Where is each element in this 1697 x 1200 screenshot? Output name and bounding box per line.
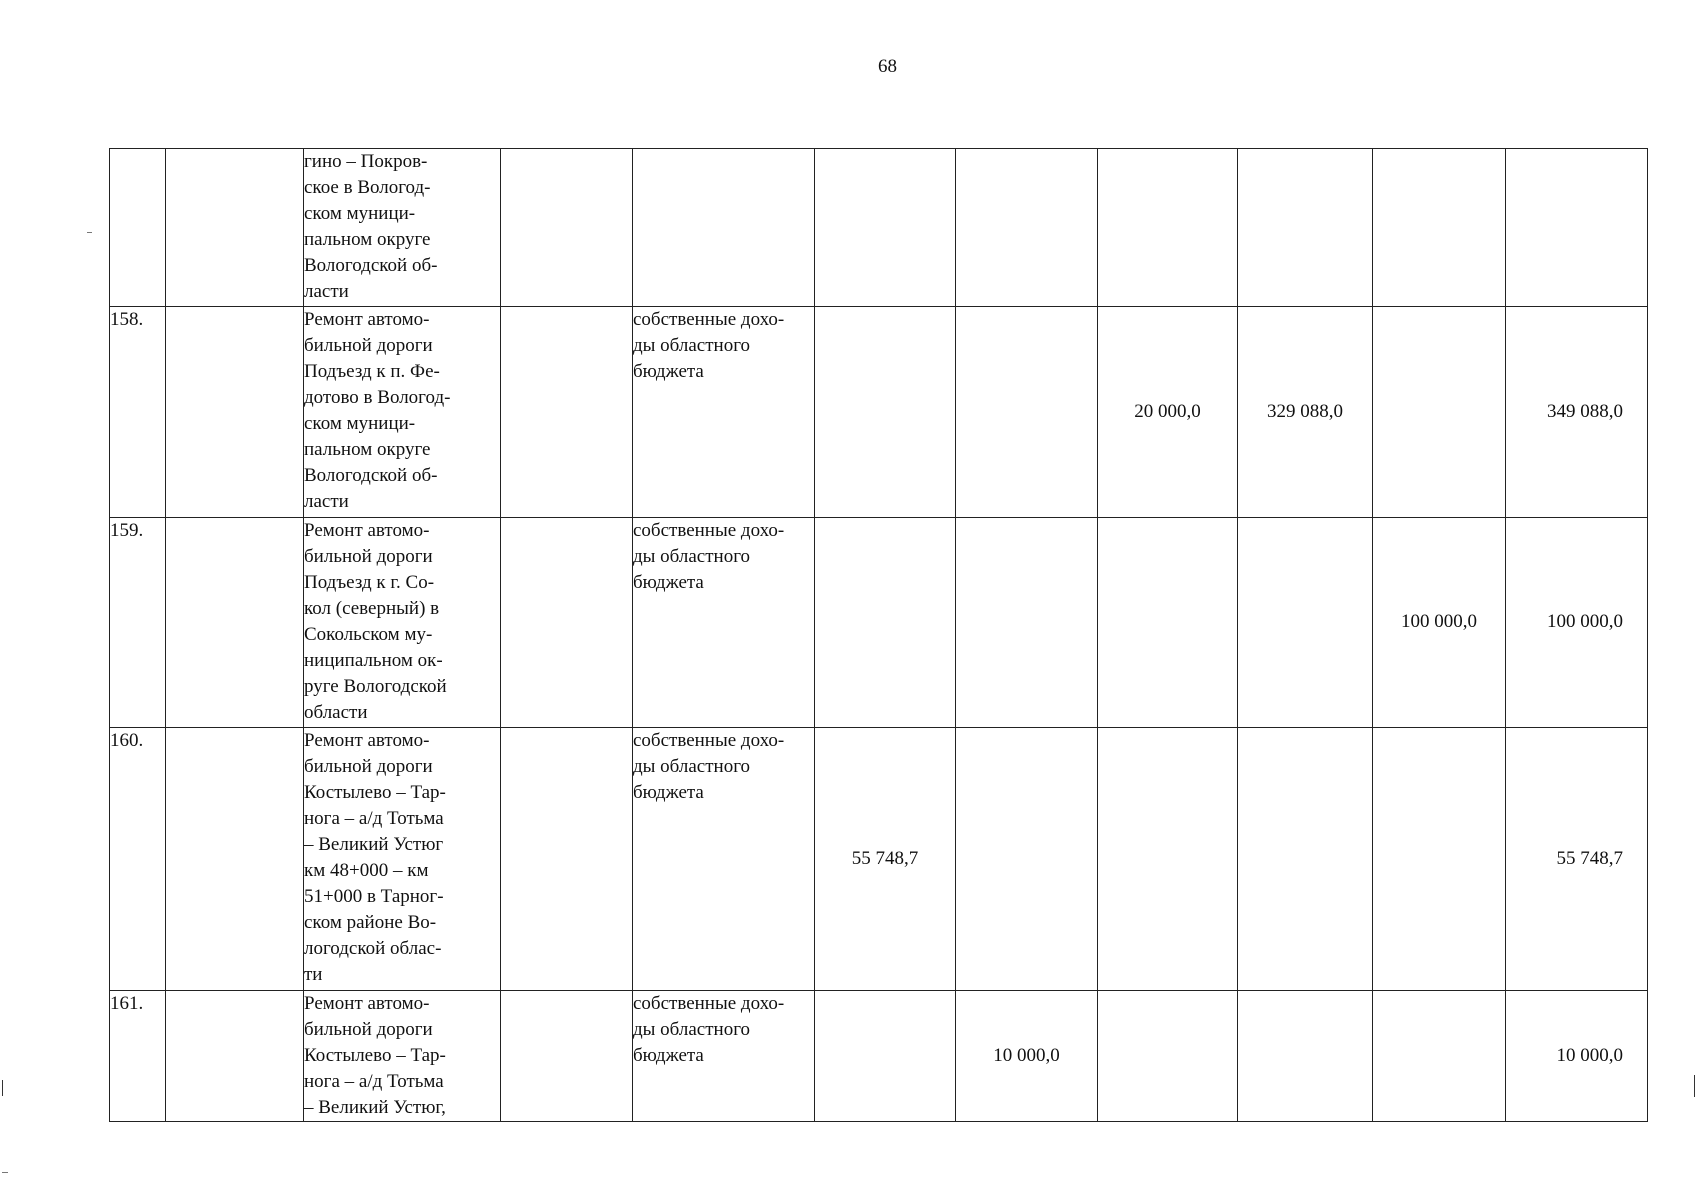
amount-cell <box>956 149 1098 307</box>
funding-source-cell <box>633 517 815 727</box>
table-row <box>110 307 1648 517</box>
object-name-cell <box>304 728 501 991</box>
funding-source-line: собственные дохо- <box>633 730 785 752</box>
object-name-line: ском муници- <box>304 203 416 224</box>
code-cell <box>166 307 304 517</box>
row-number: 160. <box>110 730 144 752</box>
funding-source-line: ды областного <box>633 335 751 357</box>
object-name-line: ласти <box>304 281 349 302</box>
amount-cell <box>956 517 1098 727</box>
object-name-line: Костылево – Тар- <box>304 782 446 804</box>
object-name-line: Ремонт автомо- <box>304 730 430 752</box>
object-name-line: гино – Покров- <box>304 151 428 172</box>
amount-value: 100 000,0 <box>1401 611 1477 633</box>
object-name-line: Сокольском му- <box>304 623 433 645</box>
object-name-line: нога – а/д Тотьма <box>304 808 444 830</box>
total-cell <box>1506 307 1648 517</box>
object-name-line: км 48+000 – км <box>304 860 429 882</box>
row-number: 158. <box>110 309 144 331</box>
funding-source-line: бюджета <box>633 361 704 383</box>
amount-cell <box>815 517 956 727</box>
amount-value: 329 088,0 <box>1267 401 1343 423</box>
funding-source-cell <box>633 307 815 517</box>
object-name-line: Вологодской об- <box>304 255 438 276</box>
empty-cell <box>501 990 633 1121</box>
object-name-line: ниципальном ок- <box>304 649 443 671</box>
object-name-line: дотово в Вологод- <box>304 387 451 409</box>
code-cell <box>166 149 304 307</box>
code-cell <box>166 990 304 1121</box>
total-cell <box>1506 990 1648 1121</box>
funding-source-cell <box>633 149 815 307</box>
amount-cell <box>1373 149 1506 307</box>
amount-cell <box>1098 990 1238 1121</box>
row-number: 161. <box>110 992 144 1014</box>
row-number-cell <box>110 728 166 991</box>
object-name-line: руге Вологодской <box>304 675 447 697</box>
object-name-line: Подъезд к п. Фе- <box>304 361 440 383</box>
amount-cell <box>815 990 956 1121</box>
row-number: 159. <box>110 519 144 541</box>
object-name-line: пальном округе <box>304 439 431 461</box>
object-name-line: Ремонт автомо- <box>304 992 430 1014</box>
amount-cell <box>1373 517 1506 727</box>
funding-source-line: бюджета <box>633 782 704 804</box>
amount-cell <box>956 990 1098 1121</box>
table-row <box>110 990 1648 1121</box>
object-name-cell <box>304 990 501 1121</box>
row-number-cell <box>110 517 166 727</box>
empty-cell <box>501 517 633 727</box>
code-cell <box>166 517 304 727</box>
amount-cell <box>1098 517 1238 727</box>
object-name-line: Ремонт автомо- <box>304 309 430 331</box>
object-name-line: кол (северный) в <box>304 597 440 619</box>
amount-cell <box>1373 728 1506 991</box>
table-body <box>110 149 1648 1122</box>
funding-source-line: ды областного <box>633 1018 751 1040</box>
scan-edge-mark-left <box>2 1080 3 1096</box>
scan-edge-mark-right <box>1694 1075 1695 1097</box>
object-name-cell <box>304 517 501 727</box>
total-value: 349 088,0 <box>1547 401 1623 423</box>
amount-cell <box>956 728 1098 991</box>
table-row <box>110 728 1648 991</box>
object-name-line: ском районе Во- <box>304 912 437 934</box>
object-name-line: бильной дороги <box>304 545 433 567</box>
empty-cell <box>501 149 633 307</box>
object-name-line: ласти <box>304 491 349 513</box>
total-value: 10 000,0 <box>1556 1044 1623 1066</box>
funding-source-line: собственные дохо- <box>633 309 785 331</box>
amount-cell <box>1238 990 1373 1121</box>
funding-source-cell <box>633 990 815 1121</box>
object-name-line: ском муници- <box>304 413 416 435</box>
amount-value: 55 748,7 <box>851 847 919 869</box>
object-name-line: нога – а/д Тотьма <box>304 1070 444 1092</box>
object-name-line: логодской облас- <box>304 938 442 960</box>
object-name-line: ти <box>304 964 323 986</box>
object-name-line: Костылево – Тар- <box>304 1044 446 1066</box>
row-number-cell <box>110 307 166 517</box>
amount-cell <box>1373 990 1506 1121</box>
amount-cell <box>1238 307 1373 517</box>
object-name-line: – Великий Устюг, <box>304 1096 446 1118</box>
amount-cell <box>1238 149 1373 307</box>
amount-cell <box>1373 307 1506 517</box>
amount-value: 10 000,0 <box>993 1044 1060 1066</box>
total-cell <box>1506 517 1648 727</box>
empty-cell <box>501 307 633 517</box>
object-name-line: бильной дороги <box>304 1018 433 1040</box>
funding-source-cell <box>633 728 815 991</box>
object-name-line: – Великий Устюг <box>304 834 444 856</box>
code-cell <box>166 728 304 991</box>
funding-source-line: ды областного <box>633 756 751 778</box>
row-number-cell <box>110 149 166 307</box>
funding-source-line: собственные дохо- <box>633 519 785 541</box>
total-value: 100 000,0 <box>1547 611 1623 633</box>
amount-value: 20 000,0 <box>1134 401 1201 423</box>
amount-cell <box>815 307 956 517</box>
scan-tick-left-bottom <box>2 1172 8 1173</box>
object-name-line: Ремонт автомо- <box>304 519 430 541</box>
amount-cell <box>815 728 956 991</box>
funding-source-line: бюджета <box>633 1044 704 1066</box>
object-name-line: Вологодской об- <box>304 465 438 487</box>
scan-tick-left-top <box>87 232 92 233</box>
amount-cell <box>1098 149 1238 307</box>
object-name-line: ское в Вологод- <box>304 177 431 198</box>
object-name-line: бильной дороги <box>304 756 433 778</box>
object-name-line: пальном округе <box>304 229 431 250</box>
empty-cell <box>501 728 633 991</box>
table-row <box>110 149 1648 307</box>
row-number-cell <box>110 990 166 1121</box>
total-value: 55 748,7 <box>1556 847 1623 869</box>
amount-cell <box>1098 728 1238 991</box>
total-cell <box>1506 728 1648 991</box>
object-name-line: Подъезд к г. Со- <box>304 571 435 593</box>
amount-cell <box>1238 517 1373 727</box>
funding-source-line: собственные дохо- <box>633 992 785 1014</box>
amount-cell <box>815 149 956 307</box>
amount-cell <box>1238 728 1373 991</box>
table-row <box>110 517 1648 727</box>
amount-cell <box>1098 307 1238 517</box>
budget-table <box>109 148 1648 1122</box>
funding-source-line: бюджета <box>633 571 704 593</box>
object-name-cell <box>304 307 501 517</box>
funding-source-line: ды областного <box>633 545 751 567</box>
object-name-line: 51+000 в Тарног- <box>304 886 444 908</box>
object-name-line: бильной дороги <box>304 335 433 357</box>
page-number: 68 <box>878 56 897 77</box>
object-name-cell <box>304 149 501 307</box>
amount-cell <box>956 307 1098 517</box>
total-cell <box>1506 149 1648 307</box>
object-name-line: области <box>304 701 368 723</box>
